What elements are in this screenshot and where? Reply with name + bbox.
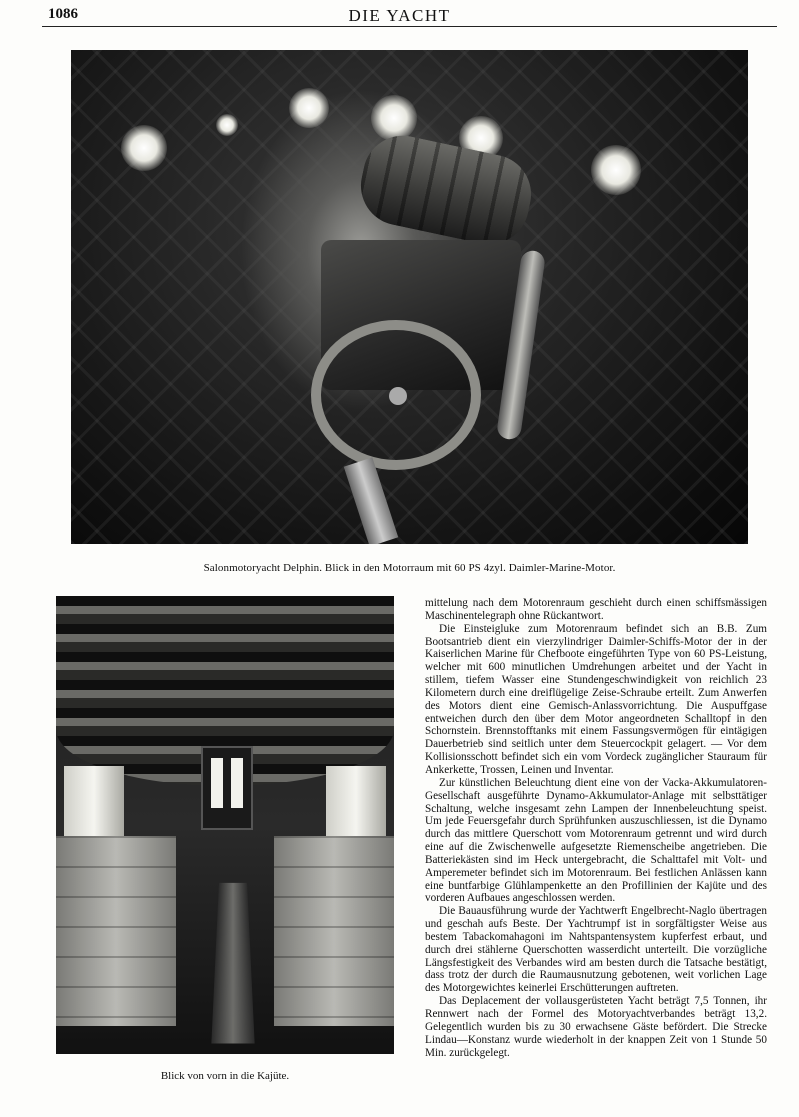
article-paragraph: mittelung nach dem Motorenraum geschieht durch einen schiffsmässigen Maschinentelegraph ohne Rückantwort. xyxy=(425,597,767,622)
page-number: 1086 xyxy=(48,6,78,22)
cabin-photo xyxy=(56,596,394,1054)
article-text xyxy=(425,597,767,1059)
door-window xyxy=(211,758,223,808)
running-head: DIE YACHT xyxy=(348,6,451,25)
door-window xyxy=(231,758,243,808)
ceiling-lamp xyxy=(216,114,238,136)
ceiling-lamp xyxy=(371,95,417,141)
article-paragraph: Die Bauausführung wurde der Yachtwerft Engelbrecht-Naglo übertragen und geschah aufs Beste. Der Yachtrumpf ist in sorgfältigster Weise aus bestem Tabackomahagoni im Nahtspantensystem kupferfest erbaut, und durch drei stählerne Querschotten wasserdicht unterteilt. Die vorzügliche Längsfestigkeit des Verbandes wird am besten durch die Tatsache bestätigt, dass trotz der durch die Raumausnutzung gebotenen, weit vorlichen Lage des Motorgewichtes keinerlei Erschütterungen auftreten. xyxy=(425,905,767,995)
ceiling-lamp xyxy=(289,88,329,128)
article-paragraph: Zur künstlichen Beleuchtung dient eine von der Vacka-Akkumulatoren-Gesellschaft ausgeführte Dynamo-Akkumulator-Anlage mit selbsttätiger Schaltung, welche insgesamt zehn Lampen der Innenbeleuchtung speist. Um jede Feuersgefahr durch Sprühfunken auszuschliessen, ist die Dynamo durch das mittlere Querschott vom Motorenraum getrennt und wird durch eine auf die Zwischenwelle aufgesetzte Riemenscheibe angetrieben. Die Batteriekästen sind im Heck untergebracht, die Schalttafel mit Volt- und Amperemeter befindet sich im Motorenraum. Bei festlichen Anlässen kann eine buntfarbige Glühlampenkette an den Profillinien der Kajüte und des vorderen Aufbaues angeschlossen werden. xyxy=(425,776,767,905)
crank-shaft xyxy=(344,457,398,544)
flywheel-hub xyxy=(389,387,407,405)
ceiling-lamp xyxy=(121,125,167,171)
ceiling-lamp xyxy=(591,145,641,195)
silencer-tank xyxy=(354,128,539,251)
engine-room-photo xyxy=(71,50,748,544)
cabin-door xyxy=(201,746,253,830)
article-paragraph: Das Deplacement der vollausgerüsteten Yacht beträgt 7,5 Tonnen, ihr Rennwert nach der Formel des Motoryachtverbandes beträgt 13,2. Gelegentlich wurden bis zu 30 erwachsene Gäste befördert. Die Strecke Lindau—Konstanz wurde wiederholt in der knappen Zeit von 1 Stunde 50 Min. zurückgelegt. xyxy=(425,995,767,1059)
sofa-left xyxy=(56,836,176,1026)
cabin-table xyxy=(211,883,254,1044)
header-rule xyxy=(42,26,777,27)
article-paragraph: Die Einsteigluke zum Motorenraum befindet sich an B.B. Zum Bootsantrieb dient ein vierzylindriger Daimler-Schiffs-Motor der in der Kaiserlichen Marine für Chefboote eingeführten Type von 60 PS-Leistung, welcher mit 600 minutlichen Umdrehungen arbeitet und der Yacht in stillem, tiefem Wasser eine Stundengeschwindigkeit von reichlich 23 Kilometern durch eine dreiflügelige Zeise-Schraube erteilt. Zum Anwerfen des Motors dient eine Gemisch-Anlassvorrichtung. Die Auspuffgase entweichen durch den über dem Motor angeordneten Schalltopf in den Schornstein. Brennstofftanks mit einem Fassungsvermögen für eintägigen Dauerbetrieb sind seitlich unter dem Steuercockpit gelagert. — Vor dem Kollisionsschott befindet sich ein vom Vordeck zugänglicher Stauraum für Ankerkette, Trossen, Leinen und Inventar. xyxy=(425,622,767,776)
figure-caption-cabin: Blick von vorn in die Kajüte. xyxy=(160,1070,290,1082)
sofa-right xyxy=(274,836,394,1026)
figure-caption-engine: Salonmotoryacht Delphin. Blick in den Motorraum mit 60 PS 4zyl. Daimler-Marine-Motor. xyxy=(203,562,616,574)
